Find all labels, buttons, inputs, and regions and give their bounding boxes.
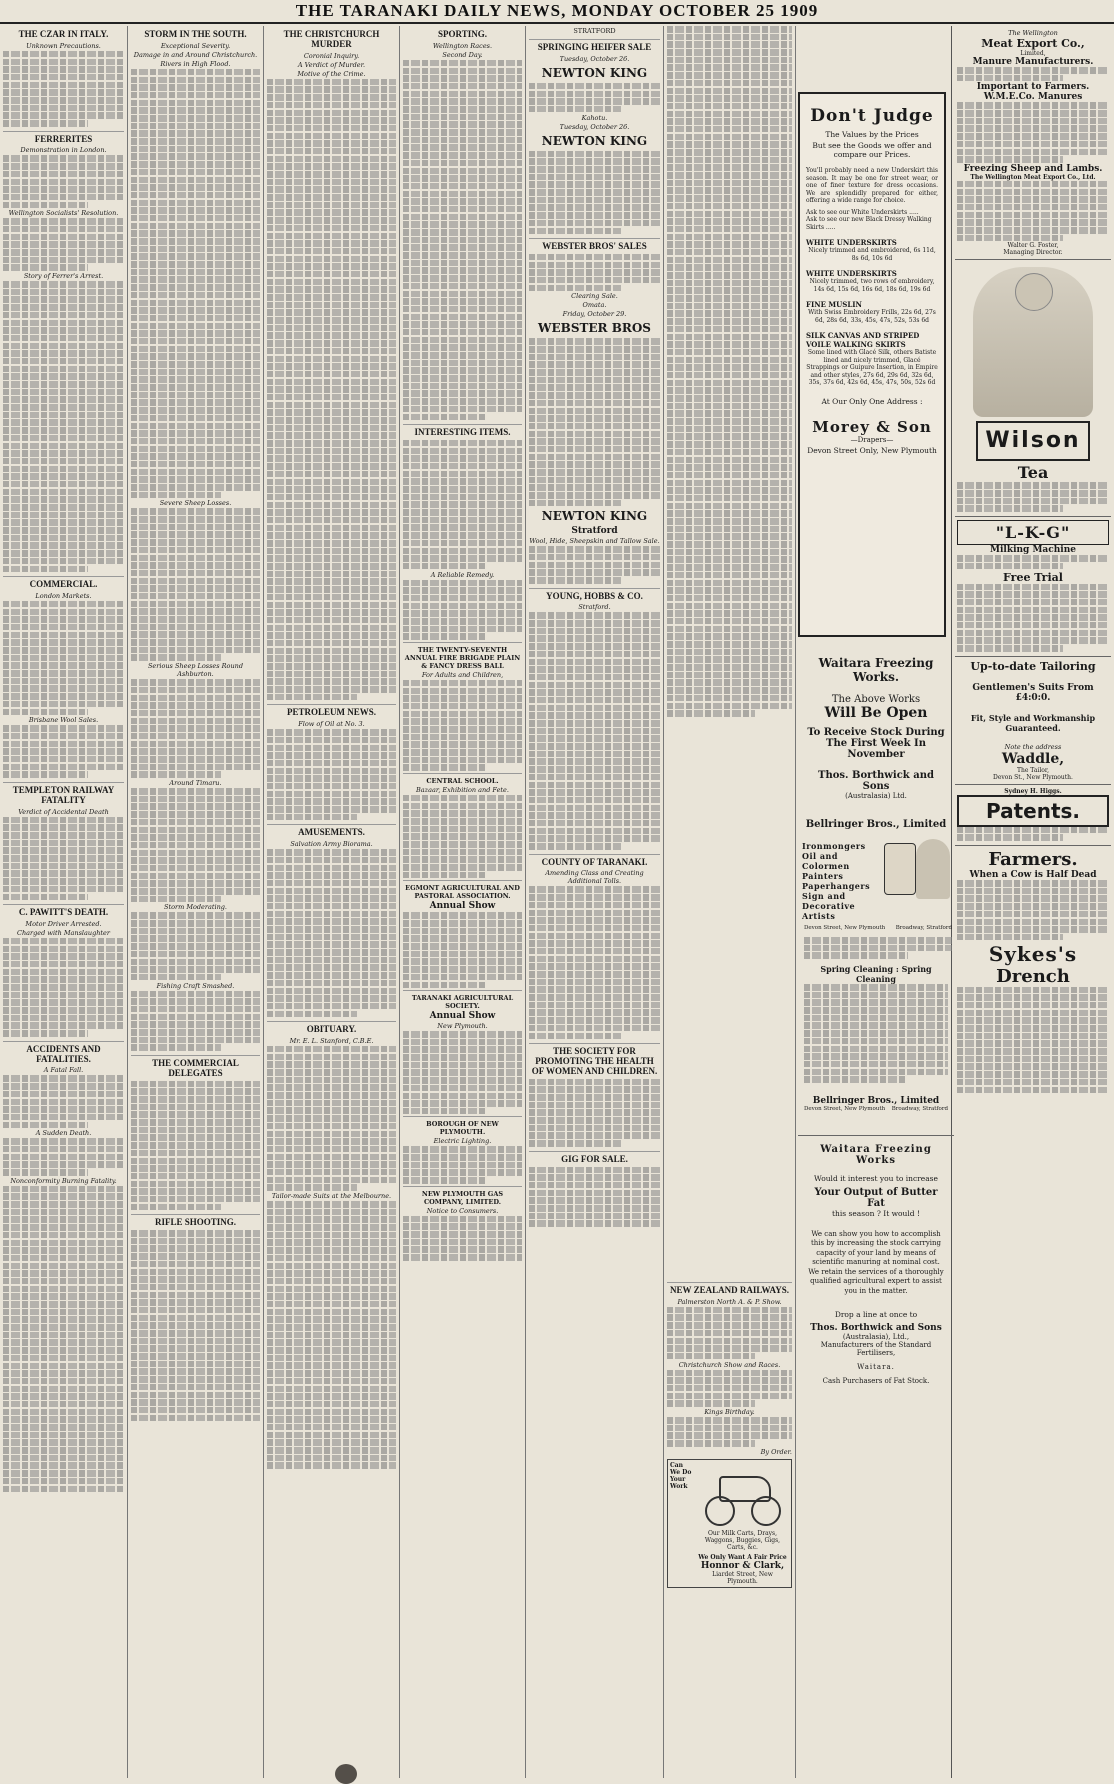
subhead: Story of Ferrer's Arrest. — [23, 272, 104, 281]
spring-cleaning-title: Spring Cleaning : Spring Cleaning — [820, 964, 932, 984]
nz-railways-title: NEW ZEALAND RAILWAYS. — [667, 1282, 792, 1296]
column-6 — [664, 26, 796, 1778]
headline-obituary: OBITUARY. — [267, 1021, 396, 1035]
column-2 — [128, 26, 264, 1778]
subhead: A Reliable Remedy. — [430, 570, 495, 579]
subhead: Tuesday, October 26. — [559, 122, 630, 131]
morey-shop-name: Morey & Son — [812, 417, 932, 436]
ad-line: Meat Export Co., — [981, 37, 1085, 50]
ad-line: Free Trial — [1003, 570, 1063, 584]
section-place: STRATFORD — [573, 27, 616, 35]
headline-templeton: TEMPLETON RAILWAY FATALITY — [3, 782, 124, 806]
trade: Paperhangers — [802, 881, 871, 891]
subhead: Wool, Hide, Sheepskin and Tallow Sale. — [529, 537, 660, 546]
waitara2-answer: this season ? It would ! — [832, 1209, 920, 1218]
morey-tagline-2: But see the Goods we offer and compare our Prices. — [812, 141, 932, 159]
address-left: Devon Street, New Plymouth — [804, 925, 886, 931]
subhead: Christchurch Show and Races. — [678, 1360, 781, 1369]
webster-bros-title: WEBSTER BROS — [538, 321, 651, 336]
column-1 — [0, 26, 128, 1778]
subhead: Stratford. — [578, 603, 611, 612]
ad-title: TARANAKI AGRICULTURAL SOCIETY. — [411, 994, 514, 1011]
ad-line: Fit, Style and Workmanship Guaranteed. — [970, 712, 1096, 733]
subhead: Charged with Manslaughter — [17, 928, 110, 937]
ad-line: The Wellington — [1008, 29, 1058, 37]
subhead: Severe Sheep Losses. — [159, 499, 232, 508]
ad-line: When a Cow is Half Dead — [969, 870, 1097, 881]
ad-line: Sydney H. Higgs. — [1004, 787, 1062, 795]
honnor-name: Honnor & Clark, — [700, 1560, 785, 1571]
trade: Colormen — [802, 861, 850, 871]
morey-address: Devon Street Only, New Plymouth — [807, 445, 937, 455]
subhead: Second Day. — [442, 50, 483, 59]
newton-king-title: NEWTON KING — [541, 133, 648, 148]
ad-line: Note the address — [1004, 742, 1062, 751]
morey-drapers: —Drapers— — [850, 435, 894, 444]
carriage-illustration — [703, 1466, 783, 1526]
ad-line: Tea — [1017, 463, 1049, 483]
waitara-company: Thos. Borthwick and Sons — [818, 770, 934, 792]
trade: Painters — [802, 871, 844, 881]
morey-headline: Don't Judge — [810, 106, 934, 126]
subhead: Kahotu. — [581, 113, 608, 122]
drench-headline: Drench — [996, 965, 1070, 987]
headline-ferrerites: FERRERITES — [3, 131, 124, 145]
morey-item-title: WHITE UNDERSKIRTS — [806, 269, 897, 278]
ad-line: Managing Director. — [1003, 249, 1063, 257]
subhead: Wellington Races. — [432, 41, 493, 50]
subhead: By Order. — [760, 1447, 792, 1456]
ad-line: Manure Manufacturers. — [972, 57, 1094, 67]
ad-title: BOROUGH OF NEW PLYMOUTH. — [426, 1120, 499, 1137]
wilson-tea-advert — [955, 260, 1111, 517]
gas-company-ad — [403, 1186, 522, 1261]
headline-commercial: COMMERCIAL. — [3, 576, 124, 590]
paint-tin-illustration — [884, 843, 916, 895]
subhead: Palmerston North A. & P. Show. — [677, 1297, 782, 1306]
headline-accidents: ACCIDENTS AND FATALITIES. — [3, 1041, 124, 1065]
wilson-logo: Wilson — [976, 421, 1090, 461]
honnor-note: We Only Want A Fair Price — [698, 1553, 787, 1561]
masthead — [0, 0, 1114, 24]
lkg-milking-machine-advert — [955, 517, 1111, 657]
subhead: Brisbane Wool Sales. — [28, 716, 99, 725]
subhead: Around Timaru. — [169, 779, 222, 788]
waitara2-title: Waitara Freezing Works — [820, 1144, 932, 1166]
ad-line: Limited, — [1020, 50, 1046, 57]
waitara-open: Will Be Open — [824, 705, 928, 721]
waitara2-place: Waitara. — [857, 1363, 895, 1372]
woman-illustration — [973, 267, 1093, 417]
morey-ask-2: Ask to see our new Black Dressy Walking Skirts ..... — [806, 216, 932, 231]
subhead: Stratford — [571, 526, 618, 537]
morey-item-text: Some lined with Glacé Silk, others Batiste lined and nicely trimmed, Glacé Strappings or Guipure Insertion, in Empire and other styles, 27s 6d, 29s 6d, 32s 6d, 35s, 37s 6d, 42s 6d, 45s, 47s, 50s, 52s 6d — [806, 349, 938, 386]
ad-subtitle: For Adults and Children, — [421, 670, 504, 679]
patents-logo: Patents. — [957, 795, 1109, 827]
column-5 — [526, 26, 664, 1778]
headline-interesting-items: INTERESTING ITEMS. — [403, 424, 522, 438]
subhead: Damage in and Around Christchurch. — [133, 50, 258, 59]
subhead: Motive of the Crime. — [297, 69, 366, 78]
bellringer-addresses-2 — [804, 1106, 948, 1112]
farmers-headline: Farmers. — [988, 849, 1078, 871]
subhead: London Markets. — [35, 591, 92, 600]
waitara2-headline: Your Output of Butter Fat — [814, 1187, 938, 1209]
bellringer-bros-footer — [798, 1096, 954, 1112]
society-health-title: THE SOCIETY FOR PROMOTING THE HEALTH OF WOMEN AND CHILDREN. — [529, 1043, 660, 1077]
subhead: Verdict of Accidental Death — [18, 807, 109, 816]
bellringer-addresses — [804, 925, 952, 931]
subhead: Nonconformity Burning Fatality. — [10, 1176, 117, 1185]
ad-subtitle: Annual Show — [429, 901, 496, 912]
bellringer-bros-advert — [798, 815, 954, 960]
waitara2-cash: Cash Purchasers of Fat Stock. — [822, 1377, 930, 1386]
waitara2-drop-line: Drop a line at once to — [834, 1310, 918, 1320]
gig-for-sale-title: GIG FOR SALE. — [529, 1151, 660, 1165]
subhead: Unknown Precautions. — [26, 41, 101, 50]
ad-title: EGMONT AGRICULTURAL AND PASTORAL ASSOCIATION. — [405, 884, 520, 901]
lkg-logo: "L-K-G" — [957, 520, 1109, 545]
subhead: Serious Sheep Losses Round Ashburton. — [147, 662, 244, 679]
waitara2-company-sub: (Australasia), Ltd., — [842, 1333, 910, 1342]
bellringer-trades — [802, 841, 882, 921]
bellringer-title-2: Bellringer Bros., Limited — [812, 1096, 940, 1106]
ad-line: The Tailor, — [1016, 766, 1049, 774]
morey-item-text: Nicely trimmed and embroidered, 6s 11d, 8s 6d, 10s 6d — [808, 247, 936, 262]
meat-export-advert — [955, 26, 1111, 260]
address-right: Broadway, Stratford — [895, 925, 952, 931]
ad-subtitle: Bazaar, Exhibition and Fete. — [416, 785, 509, 794]
ad-title: CENTRAL SCHOOL. — [426, 776, 499, 785]
trade: Sign and — [802, 891, 846, 901]
subhead: Kings Birthday. — [704, 1408, 755, 1417]
morey-ask-1: Ask to see our White Underskirts ..... — [806, 208, 919, 216]
address-right: Broadway, Stratford — [891, 1106, 948, 1112]
headline-rifle: RIFLE SHOOTING. — [131, 1214, 260, 1228]
ad-title: NEW PLYMOUTH GAS COMPANY, LIMITED. — [421, 1189, 504, 1206]
honnor-headline: Our Milk Carts, Drays, Waggons, Buggies, Gigs, Carts, &c. — [704, 1529, 781, 1551]
subhead: A Sudden Death. — [35, 1129, 92, 1138]
address-left: Devon Street, New Plymouth — [804, 1106, 886, 1112]
trade: Artists — [802, 911, 836, 921]
waitara-when: To Receive Stock During The First Week In November — [807, 727, 945, 760]
subhead: Flow of Oil at No. 3. — [298, 720, 365, 729]
waitara-freezing-works-advert — [798, 650, 954, 800]
subhead: Salvation Army Biorama. — [290, 840, 373, 849]
subhead: Demonstration in London. — [20, 146, 107, 155]
spring-cleaning-advert — [798, 960, 954, 1090]
headline-sporting: SPORTING. — [438, 29, 487, 39]
ad-place: New Plymouth. — [437, 1022, 488, 1031]
trade: Ironmongers — [802, 841, 866, 851]
waitara-title: Waitara Freezing Works. — [818, 656, 934, 684]
subhead: Clearing Sale. — [571, 292, 618, 301]
newton-king-title: NEWTON KING — [541, 509, 648, 524]
ad-line: Milking Machine — [990, 545, 1076, 556]
subhead: A Verdict of Murder. — [297, 60, 366, 69]
ad-subtitle: Notice to Consumers. — [426, 1206, 499, 1215]
waitara2-manufacturers: Manufacturers of the Standard Fertilisers, — [820, 1341, 932, 1358]
waitara-butter-fat-advert — [798, 1135, 954, 1775]
webster-sales-title: WEBSTER BROS' SALES — [529, 238, 660, 252]
headline-petroleum: PETROLEUM NEWS. — [267, 704, 396, 718]
subhead: Tuesday, October 26. — [559, 54, 630, 63]
patents-advert — [955, 785, 1111, 846]
bellringer-title: Bellringer Bros., Limited — [805, 819, 947, 830]
subhead: Amending Class and Creating Additional Tolls. — [545, 869, 644, 886]
waitara2-body: We can show you how to accomplish this by increasing the stock carrying capacity of your land by means of scientific manuring at nominal cost. We retain the services of a thoroughly qualified agricultural expert to assist you in the matter. — [808, 1230, 944, 1295]
headline-murder: THE CHRISTCHURCH MURDER — [283, 29, 380, 49]
ad-line: Important to Farmers. — [976, 82, 1090, 93]
honnor-clark-ad — [667, 1459, 792, 1588]
subhead: Coronial Inquiry. — [303, 51, 360, 60]
painter-illustration — [916, 839, 950, 899]
ad-line: W.M.E.Co. Manures — [983, 92, 1083, 103]
morey-item-title: FINE MUSLIN — [806, 300, 862, 309]
morey-item-title: WHITE UNDERSKIRTS — [806, 238, 897, 247]
subhead: A Fatal Fall. — [43, 1066, 84, 1075]
morey-tagline: The Values by the Prices — [825, 130, 919, 139]
heifer-sale-title: SPRINGING HEIFER SALE — [529, 39, 660, 53]
subhead: Storm Moderating. — [164, 903, 227, 912]
subhead: Tailor-made Suits at the Melbourne. — [271, 1192, 392, 1201]
waitara-company-sub: (Australasia) Ltd. — [845, 792, 907, 800]
ad-line: The Wellington Meat Export Co., Ltd. — [970, 173, 1096, 181]
subhead: Rivers in High Flood. — [160, 59, 231, 68]
headline-storm: STORM IN THE SOUTH. — [144, 29, 247, 39]
taranaki-show-ad — [403, 990, 522, 1114]
headline-amusements: AMUSEMENTS. — [267, 824, 396, 838]
newton-king-title: NEWTON KING — [541, 65, 648, 80]
morey-son-advert — [798, 92, 946, 637]
sykes-headline: Sykes's — [988, 941, 1078, 966]
county-taranaki-title: COUNTY OF TARANAKI. — [529, 854, 660, 868]
honnor-side-text: Can We Do Your Work — [670, 1461, 692, 1490]
subhead: Friday, October 29. — [562, 310, 627, 319]
ad-line: Walter G. Foster, — [1007, 242, 1059, 250]
young-hobbs-title: YOUNG, HOBBS & CO. — [529, 588, 660, 602]
headline-pawitt: C. PAWITT'S DEATH. — [3, 904, 124, 918]
ad-line: Up-to-date Tailoring — [970, 659, 1096, 673]
trade: Decorative — [802, 901, 856, 911]
waddle-tailor-advert — [955, 657, 1111, 785]
ad-line: Gentlemen's Suits From £4:0:0. — [972, 682, 1094, 703]
column-4 — [400, 26, 526, 1778]
trade: Oil and — [802, 851, 838, 861]
ad-subtitle: Annual Show — [429, 1011, 496, 1022]
waitara2-company: Thos. Borthwick and Sons — [810, 1323, 942, 1334]
subhead: Fishing Craft Smashed. — [156, 981, 235, 990]
subhead: Omata. — [582, 301, 607, 310]
electric-lighting-ad — [403, 1116, 522, 1183]
morey-item-text: With Swiss Embroidery Frills, 22s 6d, 27s 6d, 28s 6d, 33s, 45s, 47s, 52s, 53s 6d — [808, 309, 936, 324]
morey-intro: You'll probably need a new Underskirt this season. It may be one for street wear, or one of finer texture for dress occasions. We are splendidly prepared for either, offering a wide range for choice. — [806, 167, 938, 204]
morey-item-title: SILK CANVAS AND STRIPED VOILE WALKING SKIRTS — [806, 331, 920, 349]
ad-subtitle: Electric Lighting. — [433, 1137, 492, 1146]
fire-brigade-ball-ad — [403, 642, 522, 771]
headline-czar: THE CZAR IN ITALY. — [18, 29, 109, 39]
honnor-address: Liardet Street, New Plymouth. — [712, 1570, 773, 1585]
subhead: Mr. E. L. Stanford, C.B.E. — [289, 1036, 374, 1045]
morey-item-text: Nicely trimmed, two rows of embroidery, 14s 6d, 15s 6d, 16s 6d, 18s 6d, 19s 6d — [809, 278, 935, 293]
waitara2-question: Would it interest you to increase — [814, 1174, 938, 1183]
subhead: Motor Driver Arrested. — [25, 919, 102, 928]
headline-delegates: THE COMMERCIAL DELEGATES — [131, 1055, 260, 1079]
waitara-line: The Above Works — [831, 694, 921, 705]
ad-title: THE TWENTY-SEVENTH ANNUAL FIRE BRIGADE PLAIN & FANCY DRESS BALL — [404, 645, 521, 670]
central-school-bazaar-ad — [403, 773, 522, 878]
ad-line: Waddle, — [1001, 750, 1065, 767]
egmont-show-ad — [403, 880, 522, 988]
column-8 — [952, 26, 1114, 1778]
ink-blot — [335, 1764, 357, 1784]
subhead: Exceptional Severity. — [160, 41, 231, 50]
morey-only-address: At Our Only One Address : — [821, 396, 923, 406]
subhead: Wellington Socialists' Resolution. — [8, 209, 119, 218]
masthead-title: THE TARANAKI DAILY NEWS, MONDAY OCTOBER 25 1909 — [295, 1, 819, 20]
ad-line: Devon St., New Plymouth. — [993, 773, 1073, 781]
sykes-drench-advert — [955, 846, 1111, 1097]
column-3 — [264, 26, 400, 1778]
ad-line: Freezing Sheep and Lambs. — [963, 163, 1103, 174]
